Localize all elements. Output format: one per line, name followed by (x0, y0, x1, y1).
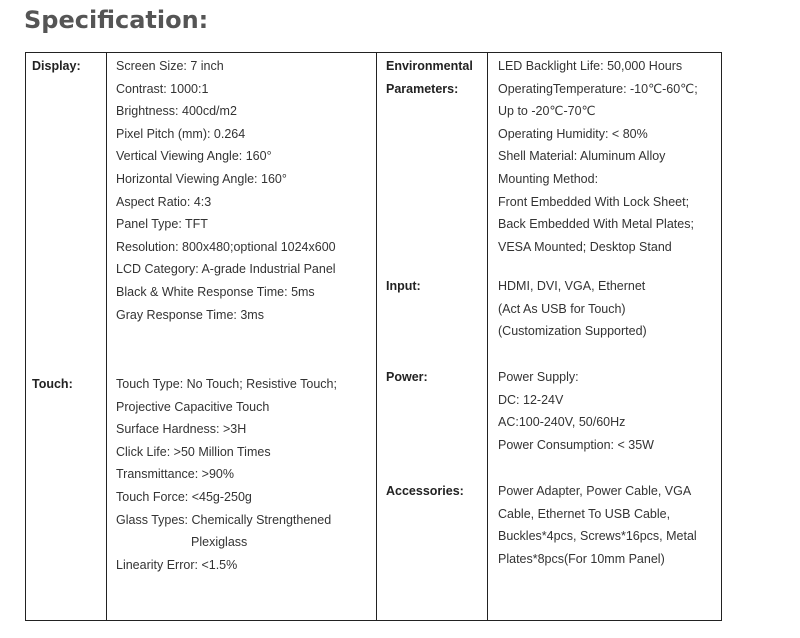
display-label: Display: (32, 59, 81, 73)
environmental-label (386, 55, 473, 100)
spec-line: Click Life: >50 Million Times (116, 444, 271, 459)
page-title: Specification: (24, 6, 209, 34)
spec-line: Shell Material: Aluminum Alloy (498, 149, 666, 164)
spec-line: Vertical Viewing Angle: 160° (116, 149, 272, 164)
column-divider (487, 53, 488, 620)
column-divider (106, 53, 107, 620)
spec-line: Back Embedded With Metal Plates; (498, 217, 694, 232)
spec-line: Plates*8pcs(For 10mm Panel) (498, 551, 665, 566)
spec-line: Power Adapter, Power Cable, VGA (498, 484, 692, 498)
spec-line: Contrast: 1000:1 (116, 81, 209, 96)
spec-line: Operating Humidity: < 80% (498, 126, 648, 141)
column-divider (376, 53, 377, 620)
spec-line: (Customization Supported) (498, 324, 647, 339)
spec-line: Brightness: 400cd/m2 (116, 104, 237, 119)
input-label: Input: (386, 279, 421, 293)
spec-line: Cable, Ethernet To USB Cable, (498, 506, 671, 521)
power-values (498, 366, 654, 456)
spec-line: Power Consumption: < 35W (498, 437, 654, 452)
spec-line: Transmittance: >90% (116, 467, 234, 482)
spec-line: VESA Mounted; Desktop Stand (498, 239, 672, 254)
spec-line: Resolution: 800x480;optional 1024x600 (116, 239, 336, 254)
spec-line: Horizontal Viewing Angle: 160° (116, 171, 287, 186)
spec-line: Panel Type: TFT (116, 217, 208, 232)
spec-line: Projective Capacitive Touch (116, 399, 270, 414)
spec-line: Glass Types: Chemically Strengthened (116, 512, 332, 527)
spec-line: Gray Response Time: 3ms (116, 307, 264, 322)
spec-line: Buckles*4pcs, Screws*16pcs, Metal (498, 529, 697, 544)
spec-line: DC: 12-24V (498, 392, 564, 407)
environmental-label-line: Parameters: (386, 81, 459, 96)
spec-line: AC:100-240V, 50/60Hz (498, 415, 626, 430)
spec-line: Surface Hardness: >3H (116, 422, 247, 437)
spec-line: Black & White Response Time: 5ms (116, 284, 315, 299)
spec-line: Pixel Pitch (mm): 0.264 (116, 126, 246, 141)
spec-line: LCD Category: A-grade Industrial Panel (116, 262, 336, 277)
touch-values (116, 373, 337, 576)
accessories-values (498, 480, 697, 570)
spec-line: Power Supply: (498, 370, 579, 384)
spec-line: LED Backlight Life: 50,000 Hours (498, 59, 683, 73)
spec-line: Linearity Error: <1.5% (116, 557, 238, 572)
accessories-label: Accessories: (386, 484, 464, 498)
spec-line: Mounting Method: (498, 171, 599, 186)
spec-line: Aspect Ratio: 4:3 (116, 194, 212, 209)
spec-line: Plexiglass (191, 535, 248, 550)
spec-line: Touch Type: No Touch; Resistive Touch; (116, 377, 337, 391)
environmental-label-line: Environmental (386, 59, 473, 73)
spec-line: (Act As USB for Touch) (498, 301, 626, 316)
display-values (116, 55, 336, 326)
spec-line: Touch Force: <45g-250g (116, 489, 252, 504)
spec-line: OperatingTemperature: -10℃-60℃; (498, 81, 698, 96)
spec-line: Screen Size: 7 inch (116, 59, 224, 73)
spec-line: Up to -20℃-70℃ (498, 104, 596, 119)
spec-line: HDMI, DVI, VGA, Ethernet (498, 279, 646, 293)
environmental-values (498, 55, 698, 258)
spec-table (25, 52, 722, 621)
power-label: Power: (386, 370, 428, 384)
input-values (498, 275, 647, 343)
spec-line: Front Embedded With Lock Sheet; (498, 194, 690, 209)
touch-label: Touch: (32, 377, 73, 391)
